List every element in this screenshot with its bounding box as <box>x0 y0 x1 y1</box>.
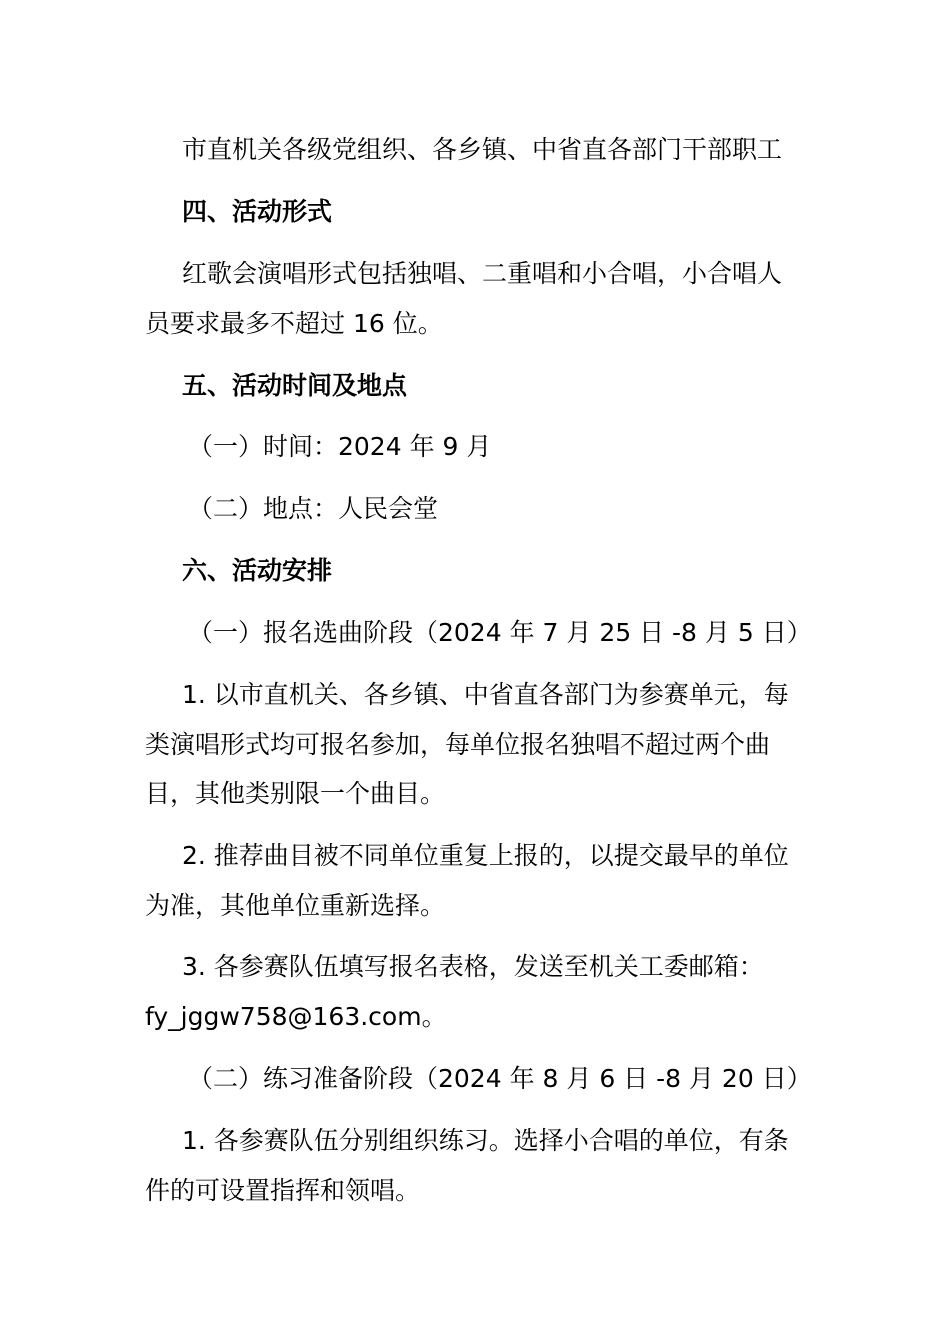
subheading-registration-stage: （一）报名选曲阶段（2024 年 7 月 25 日 -8 月 5 日） <box>188 618 812 647</box>
email-address: fy_jggw758@163.com。 <box>145 1002 447 1031</box>
paragraph-practice-line-1: 1. 各参赛队伍分别组织练习。选择小合唱的单位，有条 <box>182 1126 789 1155</box>
paragraph-practice-line-2: 件的可设置指挥和领唱。 <box>145 1176 421 1205</box>
paragraph-form-line-1: 红歌会演唱形式包括独唱、二重唱和小合唱，小合唱人 <box>182 259 783 288</box>
paragraph-item-1-line-1: 1. 以市直机关、各乡镇、中省直各部门为参赛单元，每 <box>182 680 789 709</box>
paragraph-item-1-line-3: 目，其他类别限一个曲目。 <box>145 779 446 808</box>
paragraph-item-2-line-2: 为准，其他单位重新选择。 <box>145 891 446 920</box>
paragraph-form-line-2: 员要求最多不超过 16 位。 <box>145 309 443 338</box>
paragraph-item-1-line-2: 类演唱形式均可报名参加，每单位报名独唱不超过两个曲 <box>145 730 771 759</box>
heading-activity-form: 四、活动形式 <box>182 197 333 226</box>
paragraph-item-3-line-1: 3. 各参赛队伍填写报名表格，发送至机关工委邮箱： <box>182 952 764 981</box>
heading-time-place: 五、活动时间及地点 <box>182 371 408 400</box>
item-place: （二）地点：人民会堂 <box>188 494 439 523</box>
item-time: （一）时间：2024 年 9 月 <box>188 432 492 461</box>
paragraph-participants: 市直机关各级党组织、各乡镇、中省直各部门干部职工 <box>182 135 783 164</box>
paragraph-item-2-line-1: 2. 推荐曲目被不同单位重复上报的，以提交最早的单位 <box>182 841 789 870</box>
heading-arrangement: 六、活动安排 <box>182 556 333 585</box>
subheading-practice-stage: （二）练习准备阶段（2024 年 8 月 6 日 -8 月 20 日） <box>188 1064 812 1093</box>
